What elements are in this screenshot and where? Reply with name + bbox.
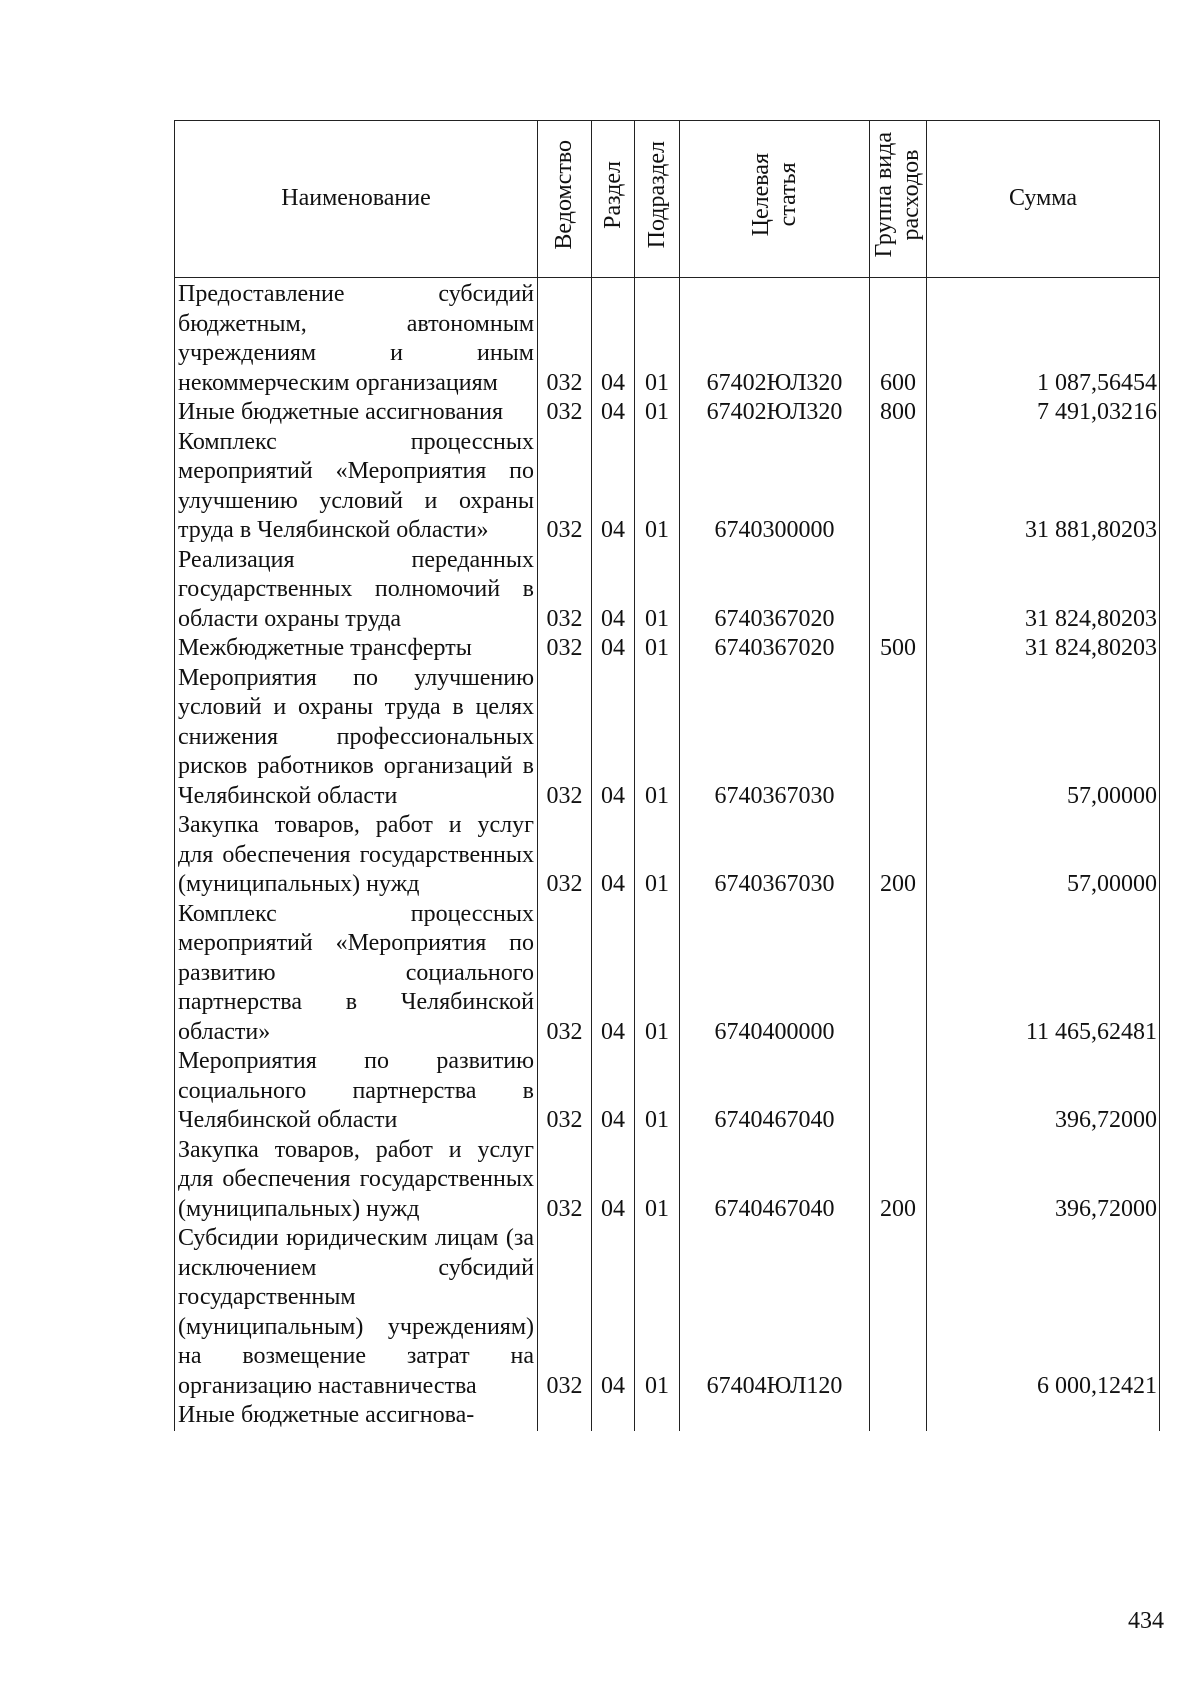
- cell-razdel: 04: [592, 811, 635, 900]
- cell-razdel: 04: [592, 664, 635, 812]
- cell-podrazdel: 01: [635, 1047, 680, 1136]
- table-row: [175, 546, 1160, 635]
- cell-name: Субсидии юридическим лицам (за исключением субсидий государственным (муниципальным) учреждениям) на возмещение затрат на организацию наставничества: [175, 1224, 538, 1401]
- cell-name: Предоставление субсидий бюджетным, автономным учреждениям и иным некоммерческим организациям: [175, 280, 538, 398]
- cell-gruppa: [870, 428, 927, 546]
- table-row: [175, 1136, 1160, 1225]
- cell-vedomstvo: 032: [538, 664, 592, 812]
- cell-summa: 31 881,80203: [927, 428, 1160, 546]
- cell-razdel: 04: [592, 398, 635, 428]
- cell-razdel: 04: [592, 634, 635, 664]
- cell-summa: 1 087,56454: [927, 280, 1160, 398]
- cell-celevaya-statya: 67404ЮЛ120: [680, 1224, 870, 1401]
- cell-podrazdel: 01: [635, 811, 680, 900]
- cell-celevaya-statya: [680, 1401, 870, 1431]
- cell-gruppa: 500: [870, 634, 927, 664]
- cell-vedomstvo: 032: [538, 280, 592, 398]
- cell-summa: 7 491,03216: [927, 398, 1160, 428]
- cell-razdel: 04: [592, 428, 635, 546]
- table-header: [175, 121, 1160, 278]
- cell-name: Мероприятия по развитию социального партнерства в Челябинской области: [175, 1047, 538, 1136]
- cell-celevaya-statya: 67402ЮЛ320: [680, 280, 870, 398]
- cell-vedomstvo: 032: [538, 1224, 592, 1401]
- cell-gruppa: 200: [870, 1136, 927, 1225]
- table-row: [175, 664, 1160, 812]
- cell-summa: 396,72000: [927, 1136, 1160, 1225]
- table-row: [175, 634, 1160, 664]
- table-body: [175, 278, 1160, 1431]
- cell-vedomstvo: 032: [538, 398, 592, 428]
- cell-podrazdel: 01: [635, 664, 680, 812]
- cell-celevaya-statya: 67402ЮЛ320: [680, 398, 870, 428]
- cell-gruppa: [870, 1047, 927, 1136]
- cell-celevaya-statya: 6740367030: [680, 664, 870, 812]
- cell-gruppa: [870, 664, 927, 812]
- cell-razdel: 04: [592, 1136, 635, 1225]
- page-number: 434: [1128, 1608, 1164, 1634]
- cell-vedomstvo: 032: [538, 900, 592, 1048]
- cell-vedomstvo: 032: [538, 1047, 592, 1136]
- cell-name: Комплекс процессных мероприятий «Мероприятия по улучшению условий и охраны труда в Челябинской области»: [175, 428, 538, 546]
- cell-summa: 57,00000: [927, 811, 1160, 900]
- cell-razdel: 04: [592, 280, 635, 398]
- cell-podrazdel: 01: [635, 1224, 680, 1401]
- cell-razdel: 04: [592, 1047, 635, 1136]
- table-row: [175, 1401, 1160, 1431]
- cell-summa: 11 465,62481: [927, 900, 1160, 1048]
- cell-podrazdel: 01: [635, 634, 680, 664]
- cell-gruppa: [870, 900, 927, 1048]
- table-row: [175, 398, 1160, 428]
- cell-celevaya-statya: 6740400000: [680, 900, 870, 1048]
- cell-celevaya-statya: 6740367030: [680, 811, 870, 900]
- table-row: [175, 1047, 1160, 1136]
- cell-podrazdel: 01: [635, 546, 680, 635]
- budget-table: [174, 120, 1160, 1431]
- cell-razdel: [592, 1401, 635, 1431]
- table-row: [175, 428, 1160, 546]
- cell-celevaya-statya: 6740300000: [680, 428, 870, 546]
- cell-name: Иные бюджетные ассигнова-: [175, 1401, 538, 1431]
- cell-vedomstvo: 032: [538, 546, 592, 635]
- cell-vedomstvo: [538, 1401, 592, 1431]
- cell-name: Закупка товаров, работ и услуг для обеспечения государственных (муниципальных) нужд: [175, 811, 538, 900]
- cell-summa: 57,00000: [927, 664, 1160, 812]
- cell-gruppa: [870, 1401, 927, 1431]
- cell-celevaya-statya: 6740467040: [680, 1136, 870, 1225]
- cell-podrazdel: 01: [635, 398, 680, 428]
- cell-summa: 6 000,12421: [927, 1224, 1160, 1401]
- cell-podrazdel: 01: [635, 1136, 680, 1225]
- cell-podrazdel: 01: [635, 900, 680, 1048]
- header-gruppa-vida-rashodov: Группа вида расходов: [870, 121, 927, 278]
- cell-podrazdel: 01: [635, 280, 680, 398]
- cell-name: Комплекс процессных мероприятий «Мероприятия по развитию социального партнерства в Челябинской области»: [175, 900, 538, 1048]
- cell-celevaya-statya: 6740367020: [680, 634, 870, 664]
- header-razdel: Раздел: [592, 121, 635, 278]
- cell-summa: 31 824,80203: [927, 634, 1160, 664]
- cell-name: Иные бюджетные ассигнования: [175, 398, 538, 428]
- cell-podrazdel: [635, 1401, 680, 1431]
- cell-summa: [927, 1401, 1160, 1431]
- table-row: [175, 280, 1160, 398]
- cell-name: Закупка товаров, работ и услуг для обеспечения государственных (муниципальных) нужд: [175, 1136, 538, 1225]
- cell-vedomstvo: 032: [538, 1136, 592, 1225]
- table-row: [175, 900, 1160, 1048]
- cell-gruppa: 600: [870, 280, 927, 398]
- cell-gruppa: 200: [870, 811, 927, 900]
- header-podrazdel: Подраздел: [635, 121, 680, 278]
- header-summa: Сумма: [927, 121, 1160, 278]
- cell-razdel: 04: [592, 1224, 635, 1401]
- cell-gruppa: [870, 546, 927, 635]
- cell-razdel: 04: [592, 546, 635, 635]
- cell-podrazdel: 01: [635, 428, 680, 546]
- cell-summa: 31 824,80203: [927, 546, 1160, 635]
- cell-celevaya-statya: 6740467040: [680, 1047, 870, 1136]
- cell-gruppa: [870, 1224, 927, 1401]
- cell-summa: 396,72000: [927, 1047, 1160, 1136]
- cell-name: Мероприятия по улучшению условий и охраны труда в целях снижения профессиональных рисков работников организаций в Челябинской области: [175, 664, 538, 812]
- table-row: [175, 811, 1160, 900]
- cell-name: Межбюджетные трансферты: [175, 634, 538, 664]
- cell-razdel: 04: [592, 900, 635, 1048]
- cell-vedomstvo: 032: [538, 634, 592, 664]
- header-name: Наименование: [175, 121, 538, 278]
- cell-celevaya-statya: 6740367020: [680, 546, 870, 635]
- cell-vedomstvo: 032: [538, 811, 592, 900]
- cell-name: Реализация переданных государственных полномочий в области охраны труда: [175, 546, 538, 635]
- cell-gruppa: 800: [870, 398, 927, 428]
- header-vedomstvo: Ведомство: [538, 121, 592, 278]
- cell-vedomstvo: 032: [538, 428, 592, 546]
- table-row: [175, 1224, 1160, 1401]
- header-celevaya-statya: Целевая статья: [680, 121, 870, 278]
